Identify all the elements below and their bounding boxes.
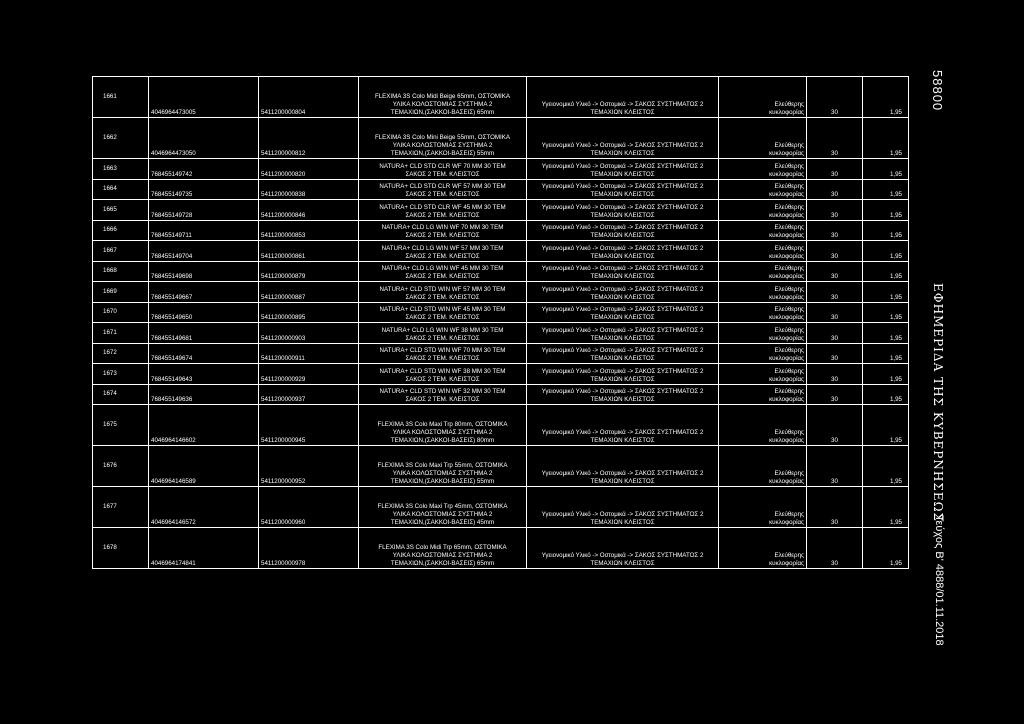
- table-row: [93, 343, 909, 364]
- product-description: [359, 118, 527, 159]
- product-code: 5411200000846: [259, 200, 359, 221]
- category: [527, 364, 719, 385]
- ean-code: 4046964473050: [149, 118, 259, 159]
- category-line: ΤΕΜΑΧΙΩΝ ΚΛΕΙΣΤΟΣ: [590, 109, 655, 116]
- unit-price: 1,95: [863, 200, 909, 221]
- category-line: Υγειονομικό Υλικό -> Οστομικά -> ΣΑΚΟΣ ΣΥΣΤΗΜΑΤΟΣ 2: [541, 367, 704, 375]
- category: [527, 241, 719, 262]
- circulation-status: [719, 364, 807, 385]
- circulation-status: [719, 323, 807, 344]
- category-line: Υγειονομικό Υλικό -> Οστομικά -> ΣΑΚΟΣ ΣΥΣΤΗΜΑΤΟΣ 2: [541, 224, 704, 231]
- product-description-line: ΣΑΚΟΣ 2 ΤΕΜ. ΚΛΕΙΣΤΟΣ: [405, 273, 480, 280]
- product-description-line: NATURA+ CLD STD CLR WF 57 MM 30 ΤΕΜ: [379, 183, 506, 190]
- product-description-line: ΥΛΙΚΑ ΚΟΛΟΣΤΟΜΙΑΣ ΣΥΣΤΗΜΑ 2: [392, 552, 493, 559]
- circulation-status-line: Ελεύθερης: [774, 367, 804, 375]
- table-row: [93, 77, 909, 118]
- circulation-status-line: Ελεύθερης: [774, 306, 804, 313]
- circulation-status: [719, 159, 807, 180]
- product-description-line: NATURA+ CLD LG WIN WF 45 MM 30 ΤΕΜ: [381, 265, 504, 272]
- category-line: ΤΕΜΑΧΙΩΝ ΚΛΕΙΣΤΟΣ: [590, 252, 655, 260]
- circulation-status-line: Ελεύθερης: [774, 429, 804, 436]
- product-code: 5411200000960: [259, 487, 359, 528]
- table-row: [93, 446, 909, 487]
- product-description-line: NATURA+ CLD LG WIN WF 70 MM 30 ΤΕΜ: [381, 224, 504, 231]
- product-description-line: ΣΑΚΟΣ 2 ΤΕΜ. ΚΛΕΙΣΤΟΣ: [405, 232, 480, 239]
- unit-price: 1,95: [863, 323, 909, 344]
- circulation-status: [719, 343, 807, 364]
- category-line: ΤΕΜΑΧΙΩΝ ΚΛΕΙΣΤΟΣ: [590, 437, 655, 444]
- ean-code: 768455149636: [149, 384, 259, 405]
- product-price-table: [92, 76, 909, 569]
- category-line: ΤΕΜΑΧΙΩΝ ΚΛΕΙΣΤΟΣ: [590, 560, 655, 567]
- product-description-line: NATURA+ CLD STD WIN WF 57 MM 30 ΤΕΜ: [379, 285, 506, 293]
- unit-price: 1,95: [863, 528, 909, 569]
- circulation-status: [719, 487, 807, 528]
- product-code: 5411200000937: [259, 384, 359, 405]
- ean-code: 4046964146572: [149, 487, 259, 528]
- product-description: [359, 179, 527, 200]
- row-number: 1678: [93, 528, 149, 569]
- product-description: [359, 528, 527, 569]
- circulation-status-line: Ελεύθερης: [774, 511, 804, 518]
- category-line: ΤΕΜΑΧΙΩΝ ΚΛΕΙΣΤΟΣ: [590, 191, 655, 198]
- circulation-status-line: Ελεύθερης: [774, 470, 804, 477]
- product-code: 5411200000929: [259, 364, 359, 385]
- table-row: [93, 118, 909, 159]
- product-description-line: NATURA+ CLD STD WIN WF 32 MM 30 ΤΕΜ: [379, 388, 506, 395]
- category: [527, 343, 719, 364]
- product-description-line: ΣΑΚΟΣ 2 ΤΕΜ. ΚΛΕΙΣΤΟΣ: [405, 334, 480, 342]
- product-description: [359, 487, 527, 528]
- unit-price: 1,95: [863, 302, 909, 323]
- product-code: 5411200000911: [259, 343, 359, 364]
- category-line: ΤΕΜΑΧΙΩΝ ΚΛΕΙΣΤΟΣ: [590, 334, 655, 342]
- product-code: 5411200000945: [259, 405, 359, 446]
- product-code: 5411200000952: [259, 446, 359, 487]
- circulation-status-line: κυκλοφορίας: [769, 375, 804, 383]
- row-number: 1675: [93, 405, 149, 446]
- product-description: [359, 200, 527, 221]
- ean-code: 768455149698: [149, 261, 259, 282]
- quantity: 30: [807, 200, 863, 221]
- product-code: 5411200000861: [259, 241, 359, 262]
- quantity: 30: [807, 282, 863, 303]
- row-number: 1674: [93, 384, 149, 405]
- product-description-line: FLEXIMA 3S Colo Maxi Trp 55mm, ΟΣΤΟΜΙΚΑ: [377, 462, 508, 469]
- circulation-status-line: κυκλοφορίας: [769, 150, 804, 157]
- quantity: 30: [807, 241, 863, 262]
- product-description: [359, 323, 527, 344]
- product-description-line: NATURA+ CLD LG WIN WF 38 MM 30 ΤΕΜ: [381, 326, 504, 334]
- product-code: 5411200000804: [259, 77, 359, 118]
- category-line: Υγειονομικό Υλικό -> Οστομικά -> ΣΑΚΟΣ ΣΥΣΤΗΜΑΤΟΣ 2: [541, 470, 704, 477]
- product-description-line: NATURA+ CLD STD CLR WF 45 MM 30 ΤΕΜ: [379, 203, 506, 211]
- gazette-title: ΕΦΗΜΕΡΙΔΑ ΤΗΣ ΚΥΒΕΡΝΗΣΕΩΣ: [931, 283, 945, 523]
- circulation-status-line: Ελεύθερης: [774, 388, 804, 395]
- ean-code: 768455149674: [149, 343, 259, 364]
- quantity: 30: [807, 220, 863, 241]
- row-number: 1669: [93, 282, 149, 303]
- product-description-line: ΣΑΚΟΣ 2 ΤΕΜ. ΚΛΕΙΣΤΟΣ: [405, 375, 480, 383]
- category-line: ΤΕΜΑΧΙΩΝ ΚΛΕΙΣΤΟΣ: [590, 519, 655, 526]
- circulation-status: [719, 118, 807, 159]
- circulation-status: [719, 528, 807, 569]
- category: [527, 118, 719, 159]
- circulation-status-line: κυκλοφορίας: [769, 334, 804, 342]
- ean-code: 768455149643: [149, 364, 259, 385]
- quantity: 30: [807, 159, 863, 180]
- unit-price: 1,95: [863, 179, 909, 200]
- category-line: Υγειονομικό Υλικό -> Οστομικά -> ΣΑΚΟΣ ΣΥΣΤΗΜΑΤΟΣ 2: [541, 285, 704, 293]
- product-description-line: FLEXIMA 3S Colo Midi Beige 65mm, ΟΣΤΟΜΙΚΑ: [374, 93, 511, 100]
- product-description-line: ΥΛΙΚΑ ΚΟΛΟΣΤΟΜΙΑΣ ΣΥΣΤΗΜΑ 2: [392, 142, 493, 149]
- category: [527, 179, 719, 200]
- product-description: [359, 282, 527, 303]
- product-description-line: ΤΕΜΑΧΙΩΝ,(ΣΑΚΚΟΙ-ΒΑΣΕΙΣ) 55mm: [390, 478, 495, 485]
- quantity: 30: [807, 343, 863, 364]
- table-row: [93, 241, 909, 262]
- row-number: 1671: [93, 323, 149, 344]
- quantity: 30: [807, 487, 863, 528]
- table-row: [93, 159, 909, 180]
- unit-price: 1,95: [863, 220, 909, 241]
- row-number: 1662: [93, 118, 149, 159]
- product-description-line: NATURA+ CLD STD WIN WF 38 MM 30 ΤΕΜ: [379, 367, 506, 375]
- circulation-status: [719, 302, 807, 323]
- row-number: 1670: [93, 302, 149, 323]
- circulation-status: [719, 282, 807, 303]
- product-code: 5411200000812: [259, 118, 359, 159]
- category-line: Υγειονομικό Υλικό -> Οστομικά -> ΣΑΚΟΣ ΣΥΣΤΗΜΑΤΟΣ 2: [541, 347, 704, 354]
- category-line: ΤΕΜΑΧΙΩΝ ΚΛΕΙΣΤΟΣ: [590, 396, 655, 403]
- product-description-line: ΣΑΚΟΣ 2 ΤΕΜ. ΚΛΕΙΣΤΟΣ: [405, 355, 480, 362]
- product-description-line: ΣΑΚΟΣ 2 ΤΕΜ. ΚΛΕΙΣΤΟΣ: [405, 191, 480, 198]
- quantity: 30: [807, 323, 863, 344]
- circulation-status-line: Ελεύθερης: [774, 101, 804, 108]
- ean-code: 768455149650: [149, 302, 259, 323]
- unit-price: 1,95: [863, 487, 909, 528]
- category: [527, 446, 719, 487]
- circulation-status-line: Ελεύθερης: [774, 142, 804, 149]
- quantity: 30: [807, 179, 863, 200]
- circulation-status-line: κυκλοφορίας: [769, 519, 804, 526]
- page-number: 58800: [930, 70, 945, 112]
- row-number: 1663: [93, 159, 149, 180]
- category-line: Υγειονομικό Υλικό -> Οστομικά -> ΣΑΚΟΣ ΣΥΣΤΗΜΑΤΟΣ 2: [541, 306, 704, 313]
- category: [527, 528, 719, 569]
- category-line: Υγειονομικό Υλικό -> Οστομικά -> ΣΑΚΟΣ ΣΥΣΤΗΜΑΤΟΣ 2: [541, 142, 704, 149]
- product-code: 5411200000838: [259, 179, 359, 200]
- table-row: [93, 220, 909, 241]
- circulation-status: [719, 241, 807, 262]
- product-description-line: NATURA+ CLD STD WIN WF 45 MM 30 ΤΕΜ: [379, 306, 506, 313]
- table-row: [93, 323, 909, 344]
- circulation-status-line: κυκλοφορίας: [769, 211, 804, 219]
- table-row: [93, 384, 909, 405]
- product-code: 5411200000903: [259, 323, 359, 344]
- category-line: Υγειονομικό Υλικό -> Οστομικά -> ΣΑΚΟΣ ΣΥΣΤΗΜΑΤΟΣ 2: [541, 244, 704, 252]
- row-number: 1667: [93, 241, 149, 262]
- ean-code: 768455149667: [149, 282, 259, 303]
- ean-code: 768455149704: [149, 241, 259, 262]
- unit-price: 1,95: [863, 241, 909, 262]
- category: [527, 159, 719, 180]
- category: [527, 200, 719, 221]
- unit-price: 1,95: [863, 405, 909, 446]
- row-number: 1677: [93, 487, 149, 528]
- ean-code: 768455149711: [149, 220, 259, 241]
- category-line: ΤΕΜΑΧΙΩΝ ΚΛΕΙΣΤΟΣ: [590, 355, 655, 362]
- circulation-status-line: κυκλοφορίας: [769, 273, 804, 280]
- circulation-status-line: Ελεύθερης: [774, 326, 804, 334]
- ean-code: 4046964146602: [149, 405, 259, 446]
- category-line: Υγειονομικό Υλικό -> Οστομικά -> ΣΑΚΟΣ ΣΥΣΤΗΜΑΤΟΣ 2: [541, 388, 704, 395]
- unit-price: 1,95: [863, 446, 909, 487]
- category-line: ΤΕΜΑΧΙΩΝ ΚΛΕΙΣΤΟΣ: [590, 314, 655, 321]
- product-description-line: ΤΕΜΑΧΙΩΝ,(ΣΑΚΚΟΙ-ΒΑΣΕΙΣ) 65mm: [390, 560, 495, 567]
- category-line: Υγειονομικό Υλικό -> Οστομικά -> ΣΑΚΟΣ ΣΥΣΤΗΜΑΤΟΣ 2: [541, 203, 704, 211]
- category: [527, 323, 719, 344]
- product-description-line: ΥΛΙΚΑ ΚΟΛΟΣΤΟΜΙΑΣ ΣΥΣΤΗΜΑ 2: [392, 101, 493, 108]
- category-line: Υγειονομικό Υλικό -> Οστομικά -> ΣΑΚΟΣ ΣΥΣΤΗΜΑΤΟΣ 2: [541, 265, 704, 272]
- circulation-status-line: κυκλοφορίας: [769, 314, 804, 321]
- ean-code: 768455149742: [149, 159, 259, 180]
- product-description: [359, 241, 527, 262]
- circulation-status: [719, 405, 807, 446]
- circulation-status-line: κυκλοφορίας: [769, 232, 804, 239]
- circulation-status-line: Ελεύθερης: [774, 162, 804, 170]
- product-description-line: NATURA+ CLD LG WIN WF 57 MM 30 ΤΕΜ: [381, 244, 504, 252]
- category: [527, 487, 719, 528]
- circulation-status-line: κυκλοφορίας: [769, 355, 804, 362]
- circulation-status-line: κυκλοφορίας: [769, 293, 804, 301]
- circulation-status: [719, 179, 807, 200]
- circulation-status-line: κυκλοφορίας: [769, 396, 804, 403]
- unit-price: 1,95: [863, 364, 909, 385]
- category-line: ΤΕΜΑΧΙΩΝ ΚΛΕΙΣΤΟΣ: [590, 273, 655, 280]
- issue-reference: Τεύχος Β' 4888/01.11.2018: [933, 515, 945, 646]
- row-number: 1661: [93, 77, 149, 118]
- circulation-status-line: κυκλοφορίας: [769, 560, 804, 567]
- unit-price: 1,95: [863, 261, 909, 282]
- ean-code: 768455149728: [149, 200, 259, 221]
- product-description: [359, 384, 527, 405]
- ean-code: 4046964146589: [149, 446, 259, 487]
- category-line: ΤΕΜΑΧΙΩΝ ΚΛΕΙΣΤΟΣ: [590, 211, 655, 219]
- circulation-status: [719, 200, 807, 221]
- category-line: ΤΕΜΑΧΙΩΝ ΚΛΕΙΣΤΟΣ: [590, 170, 655, 178]
- table-row: [93, 364, 909, 385]
- quantity: 30: [807, 118, 863, 159]
- circulation-status-line: κυκλοφορίας: [769, 191, 804, 198]
- product-description-line: ΤΕΜΑΧΙΩΝ,(ΣΑΚΚΟΙ-ΒΑΣΕΙΣ) 80mm: [390, 437, 495, 444]
- row-number: 1676: [93, 446, 149, 487]
- row-number: 1668: [93, 261, 149, 282]
- circulation-status: [719, 384, 807, 405]
- table-row: [93, 405, 909, 446]
- unit-price: 1,95: [863, 282, 909, 303]
- ean-code: 4046964174841: [149, 528, 259, 569]
- category-line: Υγειονομικό Υλικό -> Οστομικά -> ΣΑΚΟΣ ΣΥΣΤΗΜΑΤΟΣ 2: [541, 511, 704, 518]
- product-description-line: ΣΑΚΟΣ 2 ΤΕΜ. ΚΛΕΙΣΤΟΣ: [405, 211, 480, 219]
- product-code: 5411200000853: [259, 220, 359, 241]
- product-description: [359, 159, 527, 180]
- circulation-status: [719, 220, 807, 241]
- circulation-status-line: Ελεύθερης: [774, 224, 804, 231]
- table-row: [93, 179, 909, 200]
- product-code: 5411200000879: [259, 261, 359, 282]
- product-description: [359, 220, 527, 241]
- table-row: [93, 528, 909, 569]
- circulation-status-line: κυκλοφορίας: [769, 170, 804, 178]
- category-line: ΤΕΜΑΧΙΩΝ ΚΛΕΙΣΤΟΣ: [590, 232, 655, 239]
- table-row: [93, 302, 909, 323]
- product-description-line: FLEXIMA 3S Colo Maxi Trp 80mm, ΟΣΤΟΜΙΚΑ: [377, 421, 508, 428]
- product-description: [359, 302, 527, 323]
- unit-price: 1,95: [863, 159, 909, 180]
- product-code: 5411200000887: [259, 282, 359, 303]
- row-number: 1672: [93, 343, 149, 364]
- table-row: [93, 261, 909, 282]
- category: [527, 282, 719, 303]
- product-description-line: ΥΛΙΚΑ ΚΟΛΟΣΤΟΜΙΑΣ ΣΥΣΤΗΜΑ 2: [392, 429, 493, 436]
- row-number: 1673: [93, 364, 149, 385]
- row-number: 1665: [93, 200, 149, 221]
- product-description-line: ΣΑΚΟΣ 2 ΤΕΜ. ΚΛΕΙΣΤΟΣ: [405, 314, 480, 321]
- circulation-status: [719, 77, 807, 118]
- circulation-status-line: Ελεύθερης: [774, 244, 804, 252]
- product-description: [359, 446, 527, 487]
- unit-price: 1,95: [863, 343, 909, 364]
- quantity: 30: [807, 528, 863, 569]
- product-description: [359, 77, 527, 118]
- unit-price: 1,95: [863, 77, 909, 118]
- unit-price: 1,95: [863, 384, 909, 405]
- circulation-status-line: κυκλοφορίας: [769, 437, 804, 444]
- circulation-status-line: κυκλοφορίας: [769, 252, 804, 260]
- category: [527, 220, 719, 241]
- category-line: Υγειονομικό Υλικό -> Οστομικά -> ΣΑΚΟΣ ΣΥΣΤΗΜΑΤΟΣ 2: [541, 183, 704, 190]
- product-description: [359, 261, 527, 282]
- quantity: 30: [807, 302, 863, 323]
- circulation-status: [719, 261, 807, 282]
- quantity: 30: [807, 77, 863, 118]
- product-description-line: NATURA+ CLD STD WIN WF 70 MM 30 ΤΕΜ: [379, 347, 506, 354]
- ean-code: 768455149735: [149, 179, 259, 200]
- circulation-status-line: κυκλοφορίας: [769, 478, 804, 485]
- category-line: ΤΕΜΑΧΙΩΝ ΚΛΕΙΣΤΟΣ: [590, 293, 655, 301]
- ean-code: 768455149681: [149, 323, 259, 344]
- product-code: 5411200000978: [259, 528, 359, 569]
- product-description-line: ΣΑΚΟΣ 2 ΤΕΜ. ΚΛΕΙΣΤΟΣ: [405, 252, 480, 260]
- ean-code: 4046964473005: [149, 77, 259, 118]
- circulation-status-line: κυκλοφορίας: [769, 109, 804, 116]
- quantity: 30: [807, 446, 863, 487]
- circulation-status-line: Ελεύθερης: [774, 552, 804, 559]
- product-description-line: FLEXIMA 3S Colo Maxi Trp 45mm, ΟΣΤΟΜΙΚΑ: [377, 503, 508, 510]
- product-description: [359, 364, 527, 385]
- category: [527, 302, 719, 323]
- table-row: [93, 282, 909, 303]
- product-description-line: ΤΕΜΑΧΙΩΝ,(ΣΑΚΚΟΙ-ΒΑΣΕΙΣ) 55mm: [390, 150, 495, 157]
- table-row: [93, 200, 909, 221]
- product-description-line: ΤΕΜΑΧΙΩΝ,(ΣΑΚΚΟΙ-ΒΑΣΕΙΣ) 65mm: [390, 109, 495, 116]
- quantity: 30: [807, 364, 863, 385]
- category-line: ΤΕΜΑΧΙΩΝ ΚΛΕΙΣΤΟΣ: [590, 150, 655, 157]
- product-description: [359, 343, 527, 364]
- product-description-line: ΣΑΚΟΣ 2 ΤΕΜ. ΚΛΕΙΣΤΟΣ: [405, 396, 480, 403]
- product-description-line: ΤΕΜΑΧΙΩΝ,(ΣΑΚΚΟΙ-ΒΑΣΕΙΣ) 45mm: [390, 519, 495, 526]
- category-line: Υγειονομικό Υλικό -> Οστομικά -> ΣΑΚΟΣ ΣΥΣΤΗΜΑΤΟΣ 2: [541, 429, 704, 436]
- circulation-status-line: Ελεύθερης: [774, 265, 804, 272]
- circulation-status: [719, 446, 807, 487]
- category-line: Υγειονομικό Υλικό -> Οστομικά -> ΣΑΚΟΣ ΣΥΣΤΗΜΑΤΟΣ 2: [541, 552, 704, 559]
- row-number: 1666: [93, 220, 149, 241]
- category-line: ΤΕΜΑΧΙΩΝ ΚΛΕΙΣΤΟΣ: [590, 478, 655, 485]
- product-description-line: ΣΑΚΟΣ 2 ΤΕΜ. ΚΛΕΙΣΤΟΣ: [405, 293, 480, 301]
- category-line: Υγειονομικό Υλικό -> Οστομικά -> ΣΑΚΟΣ ΣΥΣΤΗΜΑΤΟΣ 2: [541, 162, 704, 170]
- unit-price: 1,95: [863, 118, 909, 159]
- product-code: 5411200000895: [259, 302, 359, 323]
- category: [527, 77, 719, 118]
- category: [527, 384, 719, 405]
- quantity: 30: [807, 405, 863, 446]
- category-line: Υγειονομικό Υλικό -> Οστομικά -> ΣΑΚΟΣ ΣΥΣΤΗΜΑΤΟΣ 2: [541, 101, 704, 108]
- product-description-line: ΥΛΙΚΑ ΚΟΛΟΣΤΟΜΙΑΣ ΣΥΣΤΗΜΑ 2: [392, 511, 493, 518]
- quantity: 30: [807, 261, 863, 282]
- table-body: [93, 77, 909, 569]
- product-description-line: ΣΑΚΟΣ 2 ΤΕΜ. ΚΛΕΙΣΤΟΣ: [405, 170, 480, 178]
- circulation-status-line: Ελεύθερης: [774, 183, 804, 190]
- product-description-line: NATURA+ CLD STD CLR WF 70 MM 30 ΤΕΜ: [379, 162, 506, 170]
- product-code: 5411200000820: [259, 159, 359, 180]
- category-line: Υγειονομικό Υλικό -> Οστομικά -> ΣΑΚΟΣ ΣΥΣΤΗΜΑΤΟΣ 2: [541, 326, 704, 334]
- table-row: [93, 487, 909, 528]
- category: [527, 405, 719, 446]
- category-line: ΤΕΜΑΧΙΩΝ ΚΛΕΙΣΤΟΣ: [590, 375, 655, 383]
- circulation-status-line: Ελεύθερης: [774, 203, 804, 211]
- circulation-status-line: Ελεύθερης: [774, 285, 804, 293]
- circulation-status-line: Ελεύθερης: [774, 347, 804, 354]
- product-description-line: FLEXIMA 3S Colo Midi Trp 65mm, ΟΣΤΟΜΙΚΑ: [378, 544, 507, 551]
- row-number: 1664: [93, 179, 149, 200]
- product-description: [359, 405, 527, 446]
- product-description-line: FLEXIMA 3S Colo Mini Beige 55mm, ΟΣΤΟΜΙΚΑ: [374, 134, 511, 141]
- category: [527, 261, 719, 282]
- product-description-line: ΥΛΙΚΑ ΚΟΛΟΣΤΟΜΙΑΣ ΣΥΣΤΗΜΑ 2: [392, 470, 493, 477]
- quantity: 30: [807, 384, 863, 405]
